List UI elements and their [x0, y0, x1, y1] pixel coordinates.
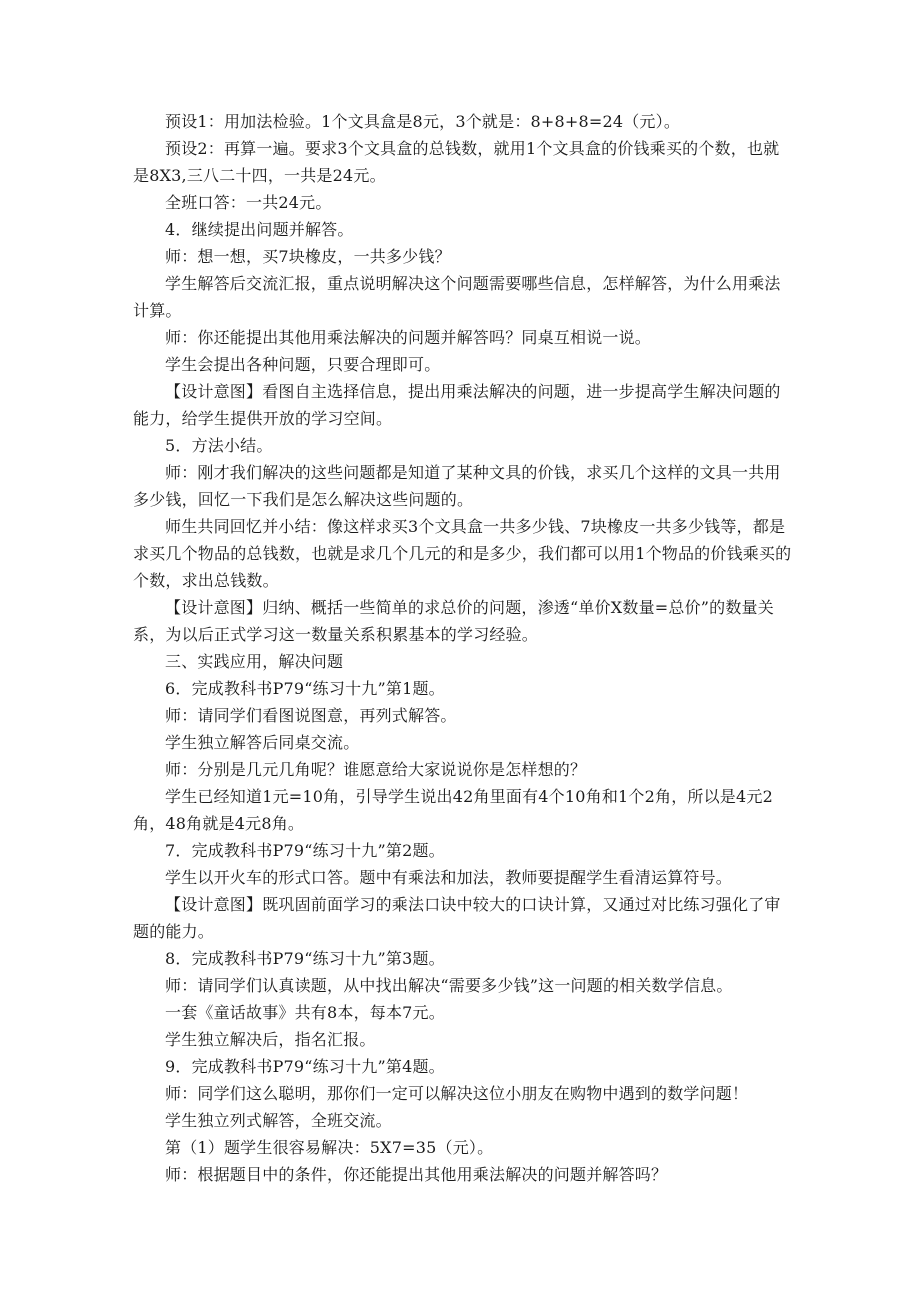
paragraph: 全班口答：一共24元。	[165, 193, 332, 212]
paragraph: 师：刚才我们解决的这些问题都是知道了某种文具的价钱，求买几个这样的文具一共用多少钱，回忆一下我们是怎么解决这些问题的。	[133, 463, 781, 509]
paragraph: 学生独立解决后，指名汇报。	[165, 1030, 376, 1049]
design-intent: 【设计意图】既巩固前面学习的乘法口诀中较大的口诀计算，又通过对比练习强化了审题的能力。	[133, 895, 781, 941]
paragraph: 学生已经知道1元=10角，引导学生说出42角里面有4个10角和1个2角，所以是4元2角，48角就是4元8角。	[133, 787, 773, 833]
paragraph: 师：分别是几元几角呢？谁愿意给大家说说你是怎样想的？	[165, 760, 587, 779]
document-body	[133, 108, 793, 1188]
paragraph: 一套《童话故事》共有8本，每本7元。	[165, 1003, 445, 1022]
section-heading: 三、实践应用，解决问题	[165, 652, 344, 671]
paragraph: 师：你还能提出其他用乘法解决的问题并解答吗？同桌互相说一说。	[165, 328, 652, 347]
paragraph: 第（1）题学生很容易解决：5X7=35（元）。	[165, 1138, 494, 1157]
numbered-heading: 9．完成教科书P79“练习十九”第4题。	[165, 1057, 445, 1076]
paragraph: 学生以开火车的形式口答。题中有乘法和加法，教师要提醒学生看清运算符号。	[165, 868, 733, 887]
design-intent: 【设计意图】看图自主选择信息，提出用乘法解决的问题，进一步提高学生解决问题的能力，给学生提供开放的学习空间。	[133, 382, 781, 428]
paragraph: 学生会提出各种问题，只要合理即可。	[165, 355, 441, 374]
paragraph: 师生共同回忆并小结：像这样求买3个文具盒一共多少钱、7块橡皮一共多少钱等，都是求买几个物品的总钱数，也就是求几个几元的和是多少，我们都可以用1个物品的价钱乘买的个数，求出总钱数。	[133, 517, 792, 590]
paragraph: 预设1：用加法检验。1个文具盒是8元，3个就是：8+8+8=24（元）。	[165, 112, 681, 131]
numbered-heading: 7．完成教科书P79“练习十九”第2题。	[165, 841, 445, 860]
numbered-heading: 5．方法小结。	[165, 436, 273, 455]
paragraph: 学生独立列式解答，全班交流。	[165, 1111, 392, 1130]
paragraph: 学生解答后交流汇报，重点说明解决这个问题需要哪些信息，怎样解答，为什么用乘法计算。	[133, 274, 781, 320]
numbered-heading: 4．继续提出问题并解答。	[165, 220, 354, 239]
paragraph: 预设2：再算一遍。要求3个文具盒的总钱数，就用1个文具盒的价钱乘买的个数，也就是8X3,三八二十四，一共是24元。	[133, 139, 780, 185]
paragraph: 学生独立解答后同桌交流。	[165, 733, 360, 752]
paragraph: 师：请同学们看图说图意，再列式解答。	[165, 706, 457, 725]
paragraph: 师：想一想，买7块橡皮，一共多少钱？	[165, 247, 451, 266]
paragraph: 师：请同学们认真读题，从中找出解决“需要多少钱”这一问题的相关数学信息。	[165, 976, 733, 995]
numbered-heading: 8．完成教科书P79“练习十九”第3题。	[165, 949, 445, 968]
design-intent: 【设计意图】归纳、概括一些简单的求总价的问题，渗透“单价X数量=总价”的数量关系，为以后正式学习这一数量关系积累基本的学习经验。	[133, 598, 774, 644]
paragraph: 师：根据题目中的条件，你还能提出其他用乘法解决的问题并解答吗？	[165, 1165, 668, 1184]
paragraph: 师：同学们这么聪明，那你们一定可以解决这位小朋友在购物中遇到的数学问题！	[165, 1084, 749, 1103]
numbered-heading: 6．完成教科书P79“练习十九”第1题。	[165, 679, 445, 698]
